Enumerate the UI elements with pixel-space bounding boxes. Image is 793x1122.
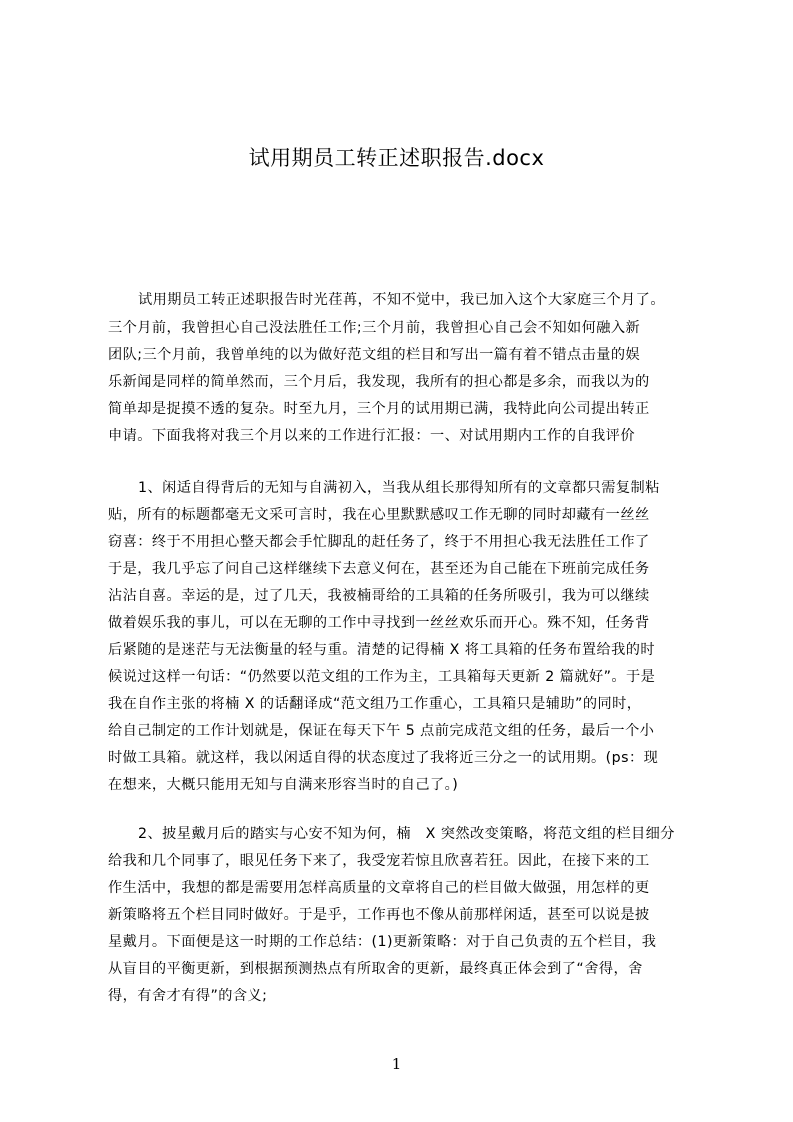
paragraph-1-line: 试用期员工转正述职报告时光荏苒，不知不觉中，我已加入这个大家庭三个月了。 bbox=[138, 292, 665, 308]
paragraph-2-line: 沾沾自喜。幸运的是，过了几天，我被楠哥给的工具箱的任务所吸引，我为可以继续 bbox=[108, 588, 650, 604]
paragraph-2-line: 我在自作主张的将楠 X 的话翻译成“范文组乃工作重心，工具箱只是辅助”的同时， bbox=[108, 696, 642, 712]
paragraph-2-line: 做着娱乐我的事儿，可以在无聊的工作中寻找到一丝丝欢乐而开心。殊不知，任务背 bbox=[108, 615, 650, 631]
paragraph-2-line: 1、闲适自得背后的无知与自满初入，当我从组长那得知所有的文章都只需复制粘 bbox=[138, 480, 660, 496]
document-title: 试用期员工转正述职报告.docx bbox=[248, 146, 545, 170]
paragraph-3-line: 从盲目的平衡更新，到根据预测热点有所取舍的更新，最终真正体会到了“舍得，舍 bbox=[108, 961, 643, 977]
paragraph-1-line: 团队;三个月前，我曾单纯的以为做好范文组的栏目和写出一篇有着不错点击量的娱 bbox=[108, 347, 641, 363]
paragraph-3-line: 新策略将五个栏目同时做好。于是乎，工作再也不像从前那样闲适，甚至可以说是披 bbox=[108, 907, 650, 923]
paragraph-3-line: 给我和几个同事了，眼见任务下来了，我受宠若惊且欣喜若狂。因此，在接下来的工 bbox=[108, 853, 650, 869]
paragraph-3-line: 作生活中，我想的都是需要用怎样高质量的文章将自己的栏目做大做强，用怎样的更 bbox=[108, 880, 650, 896]
paragraph-2-line: 候说过这样一句话：“仍然要以范文组的工作为主，工具箱每天更新 2 篇就好”。于是 bbox=[108, 669, 656, 685]
paragraph-3-line: 得，有舍才有得”的含义; bbox=[108, 988, 268, 1004]
paragraph-2-line: 时做工具箱。就这样，我以闲适自得的状态度过了我将近三分之一的试用期。(ps：现 bbox=[108, 750, 659, 766]
paragraph-2-line: 于是，我几乎忘了问自己这样继续下去意义何在，甚至还为自己能在下班前完成任务 bbox=[108, 561, 650, 577]
paragraph-3-line: 星戴月。下面便是这一时期的工作总结：(1)更新策略：对于自己负责的五个栏目，我 bbox=[108, 934, 657, 950]
page-number: 1 bbox=[391, 1055, 402, 1073]
paragraph-1-line: 三个月前，我曾担心自己没法胜任工作;三个月前，我曾担心自己会不知如何融入新 bbox=[108, 320, 641, 336]
paragraph-3-line: 2、披星戴月后的踏实与心安不知为何，楠 X 突然改变策略，将范文组的栏目细分 bbox=[138, 826, 675, 842]
paragraph-2-line: 窃喜：终于不用担心整天都会手忙脚乱的赶任务了，终于不用担心我无法胜任工作了 bbox=[108, 534, 650, 550]
paragraph-2-line: 贴，所有的标题都毫无文采可言时，我在心里默默感叹工作无聊的同时却藏有一丝丝 bbox=[108, 507, 650, 523]
paragraph-1-line: 简单却是捉摸不透的复杂。时至九月，三个月的试用期已满，我特此向公司提出转正 bbox=[108, 401, 650, 417]
paragraph-2-line: 在想来，大概只能用无知与自满来形容当时的自己了。) bbox=[108, 777, 459, 793]
paragraph-1-line: 申请。下面我将对我三个月以来的工作进行汇报：一、对试用期内工作的自我评价 bbox=[108, 428, 635, 444]
paragraph-2-line: 给自己制定的工作计划就是，保证在每天下午 5 点前完成范文组的任务，最后一个小 bbox=[108, 723, 655, 739]
paragraph-2-line: 后紧随的是迷茫与无法衡量的轻与重。清楚的记得楠 X 将工具箱的任务布置给我的时 bbox=[108, 642, 656, 658]
paragraph-1-line: 乐新闻是同样的简单然而，三个月后，我发现，我所有的担心都是多余，而我以为的 bbox=[108, 374, 650, 390]
